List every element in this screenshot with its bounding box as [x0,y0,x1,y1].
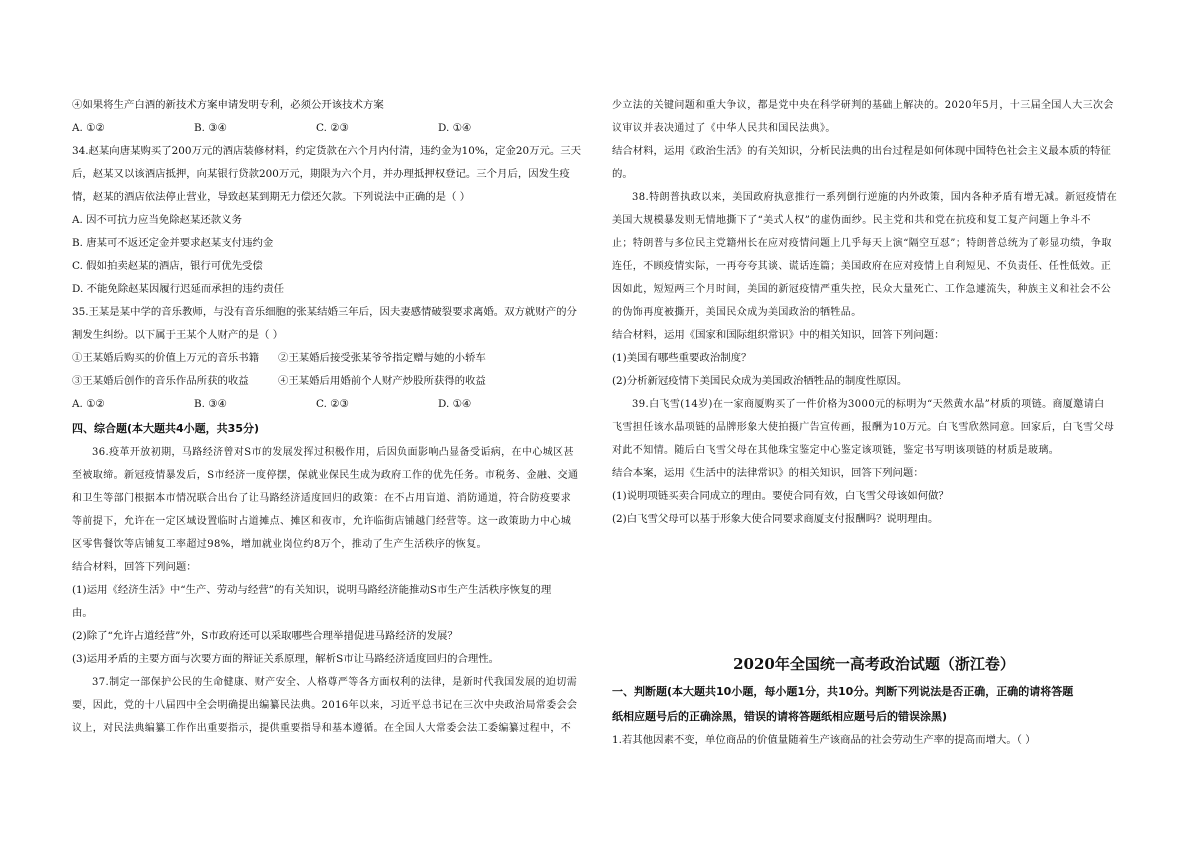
q36-question: (2)除了“允许占道经营”外，S市政府还可以采取哪些合理举措促进马路经济的发展？ [72,630,458,642]
section-1-heading-line: 一、判断题(本大题共10小题，每小题1分，共10分。判断下列说法是否正确，正确的请将答题 [612,685,1074,698]
q36-material-line: 区零售餐饮等店铺复工率超过98%，增加就业岗位约8万个，推动了生产生活秩序的恢复。 [72,539,487,550]
q35-statement-2: ②王某婚后接受张某爷爷指定赠与她的小轿车 [278,352,486,364]
q36-question: 由。 [72,607,93,619]
option-d: D. ①④ [438,122,472,134]
q33-statement-4: ④如果将生产白酒的新技术方案申请发明专利，必须公开该技术方案 [72,99,384,111]
section-4-heading: 四、综合题(本大题共4小题，共35分) [72,422,260,435]
q37-question-end: 的。 [612,168,633,180]
option-c: C. ②③ [316,398,349,410]
option-c: C. ②③ [316,122,349,134]
q37-material-line: 议审议并表决通过了《中华人民共和国民法典》。 [612,123,836,134]
q36-material-line: 等前提下，允许在一定区域设置临时占道摊点、摊区和夜市，允许临街店铺越门经营等。这一政策助力中心城 [72,516,572,527]
q35-statement-3: ③王某婚后创作的音乐作品所获的收益 [72,375,249,387]
q34-choice-b: B. 唐某可不返还定金并要求赵某支付违约金 [72,237,274,249]
q39-prompt: 结合本案，运用《生活中的法律常识》的相关知识，回答下列问题： [612,467,924,479]
q37-material-line: 要，因此，党的十八届四中全会明确提出编纂民法典。2016年以来，习近平总书记在三次中央政治局常委会会 [72,700,578,711]
right-column [612,94,1136,531]
q38-prompt: 结合材料，运用《国家和国际组织常识》中的相关知识，回答下列问题： [612,329,945,341]
q38-material-line: 的伪饰再度被撕开，美国民众成为美国政治的牺牲品。 [612,307,862,318]
q37-material-line: 议上，对民法典编纂工作作出重要指示，提供重要指导和基本遵循。在全国人大常委会法工委编纂过程中，不 [72,723,572,734]
judgement-question-1: 1.若其他因素不变，单位商品的价值量随着生产该商品的社会劳动生产率的提高而增大。（ ） [612,734,1036,746]
section-1-block [612,679,1136,752]
q37-material-line: 37.制定一部保护公民的生命健康、财产安全、人格尊严等各方面权利的法律，是新时代我国发展的迫切需 [92,677,578,688]
q34-choice-d: D. 不能免除赵某因履行迟延而承担的违约责任 [72,283,284,295]
q38-material-line: 止；特朗普与多位民主党籍州长在应对疫情问题上几乎每天上演“隔空互怼”；特朗普总统为了彰显功绩，争取 [612,238,1112,249]
q38-material-line: 38.特朗普执政以来，美国政府执意推行一系列倒行逆施的内外政策，国内各种矛盾有增无减。新冠疫情在 [632,192,1118,203]
q35-stem-line: 割发生纠纷。以下属于王某个人财产的是（ ） [72,329,284,341]
q38-question: (1)美国有哪些重要政治制度？ [612,352,752,364]
q35-statements-row [72,347,592,370]
q37-question: 结合材料，运用《政治生活》的有关知识，分析民法典的出台过程是如何体现中国特色社会主义最本质的特征 [612,145,1111,157]
q39-question: (2)白飞雪父母可以基于形象大使合同要求商厦支付报酬吗？说明理由。 [612,513,939,525]
q35-statements-row [72,370,592,393]
q39-material-line: 对此不知情。随后白飞雪父母在其他珠宝鉴定中心鉴定该项链，鉴定书写明该项链的材质是玻璃。 [612,445,1060,456]
option-b: B. ③④ [194,122,227,134]
q34-stem-line: 34.赵某向唐某购买了200万元的酒店装修材料，约定货款在六个月内付清，违约金为10%，定金20万元。三天 [72,145,582,157]
q39-material-line: 39.白飞雪(14岁)在一家商厦购买了一件价格为3000元的标明为“天然黄水晶”材质的项链。商厦邀请白 [632,399,1105,410]
q33-options [72,117,592,140]
q35-statement-4: ④王某婚后用婚前个人财产炒股所获得的收益 [278,375,486,387]
section-1-heading-line: 纸相应题号后的正确涂黑，错误的请将答题纸相应题号后的错误涂黑) [612,710,948,723]
option-a: A. ①② [72,398,105,410]
q36-question: (1)运用《经济生活》中“生产、劳动与经营”的有关知识，说明马路经济能推动S市生产生活秩序恢复的理 [72,584,552,596]
option-a: A. ①② [72,122,105,134]
q34-choice-c: C. 假如拍卖赵某的酒店，银行可优先受偿 [72,260,263,272]
q36-material-line: 和卫生等部门根据本市情况联合出台了让马路经济适度回归的政策：在不占用盲道、消防通道，符合防疫要求 [72,493,572,504]
q34-stem-line: 后，赵某又以该酒店抵押，向某银行贷款200万元，期限为六个月，并办理抵押权登记。三个月后，因发生疫 [72,168,570,180]
option-d: D. ①④ [438,398,472,410]
q38-material-line: 连任，不顾疫情实际，一再夸夸其谈、谎话连篇；美国政府在应对疫情上自利短见、不负责任、任性低效。正 [612,261,1112,272]
q36-prompt: 结合材料，回答下列问题： [72,561,197,573]
q36-question: (3)运用矛盾的主要方面与次要方面的辩证关系原理，解析S市让马路经济适度回归的合理性。 [72,653,500,665]
q36-material-line: 至被取缔。新冠疫情暴发后，S市经济一度停摆，保就业保民生成为政府工作的优先任务。市税务、金融、交通 [72,470,579,481]
exam-title: 2020年全国统一高考政治试题（浙江卷） [733,655,1015,673]
q35-statement-1: ①王某婚后购买的价值上万元的音乐书籍 [72,352,260,364]
option-b: B. ③④ [194,398,227,410]
q35-options [72,393,592,416]
q35-stem-line: 35.王某是某中学的音乐教师，与没有音乐细胞的张某结婚三年后，因夫妻感情破裂要求离婚。双方就财产的分 [72,306,577,318]
q38-material-line: 美国大规模暴发则无情地撕下了“美式人权”的虚伪面纱。民主党和共和党在抗疫和复工复产问题上争斗不 [612,215,1092,226]
q39-question: (1)说明项链买卖合同成立的理由。要使合同有效，白飞雪父母该如何做？ [612,490,949,502]
q38-material-line: 因如此，短短两三个月时间，美国的新冠疫情严重失控，民众大量死亡、工作急遽流失，种族主义和社会不公 [612,284,1112,295]
q36-material-line: 36.疫革开放初期，马路经济曾对S市的发展发挥过积极作用，后因负面影响凸显备受诟病，在中心城区甚 [92,447,574,458]
q34-stem-line: 情，赵某的酒店依法停止营业，导致赵某到期无力偿还欠款。下列说法中正确的是（ ） [72,191,471,203]
q39-material-line: 飞雪担任该水晶项链的品牌形象大使拍摄广告宣传画，报酬为10万元。白飞雪欣然同意。回家后，白飞雪父母 [612,422,1115,433]
left-column [72,94,592,740]
q34-choice-a: A. 因不可抗力应当免除赵某还款义务 [72,214,242,226]
q38-question: (2)分析新冠疫情下美国民众成为美国政治牺牲品的制度性原因。 [612,375,908,387]
q37-material-line: 少立法的关键问题和重大争议，都是党中央在科学研判的基础上解决的。2020年5月，十三届全国人大三次会 [612,100,1114,111]
